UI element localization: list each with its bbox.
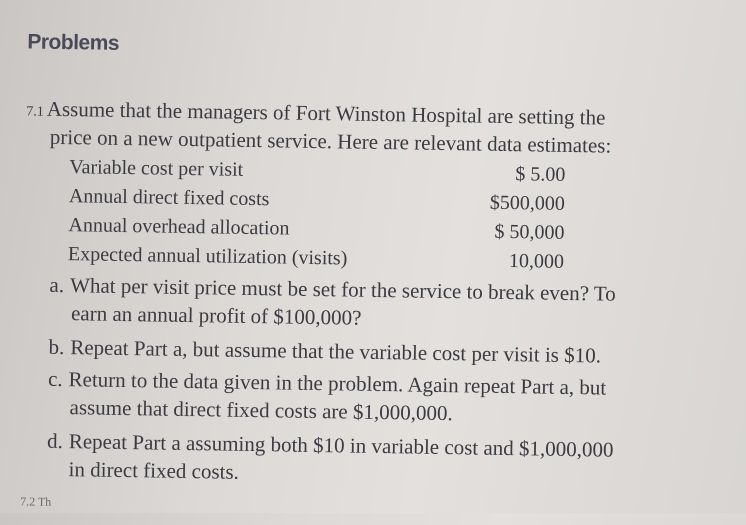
part-c-letter: c. [47, 366, 63, 392]
part-b-line-1 [48, 335, 601, 369]
estimate-label: Expected annual utilization (visits) [67, 243, 348, 270]
section-heading: Problems [27, 30, 120, 55]
part-d-letter: d. [46, 428, 64, 454]
part-a-letter: a. [49, 272, 65, 298]
estimate-value: $500,000 [489, 191, 566, 215]
next-problem-fragment: 7.2 Th [20, 494, 52, 509]
part-a-text-1: What per visit price must be set for the service to break even? To [69, 273, 616, 306]
estimate-label: Annual direct fixed costs [68, 185, 270, 211]
part-c-text-1: Return to the data given in the problem. Again repeat Part a, but [68, 367, 607, 400]
intro-text-2: price on a new outpatient service. Here are relevant data estimates: [49, 124, 612, 158]
part-b-letter: b. [48, 334, 65, 360]
part-b-text-1: Repeat Part a, but assume that the variable cost per visit is $10. [70, 335, 602, 368]
estimate-label: Variable cost per visit [69, 156, 244, 181]
part-d-text-1: Repeat Part a assuming both $10 in variable cost and $1,000,000 [68, 429, 614, 462]
problem-number: 7.1 [26, 104, 44, 120]
estimate-value: $ 5.00 [515, 163, 566, 186]
part-c-text-2: assume that direct fixed costs are $1,000,000. [69, 395, 453, 426]
estimate-value: $ 50,000 [494, 220, 565, 244]
part-a-text-2: earn an annual profit of $100,000? [70, 301, 362, 330]
estimate-label: Annual overhead allocation [68, 214, 290, 240]
part-d-text-2: in direct fixed costs. [68, 457, 240, 484]
intro-text-1: Assume that the managers of Fort Winston Hospital are setting the [46, 96, 606, 130]
estimate-value: 10,000 [508, 250, 565, 273]
